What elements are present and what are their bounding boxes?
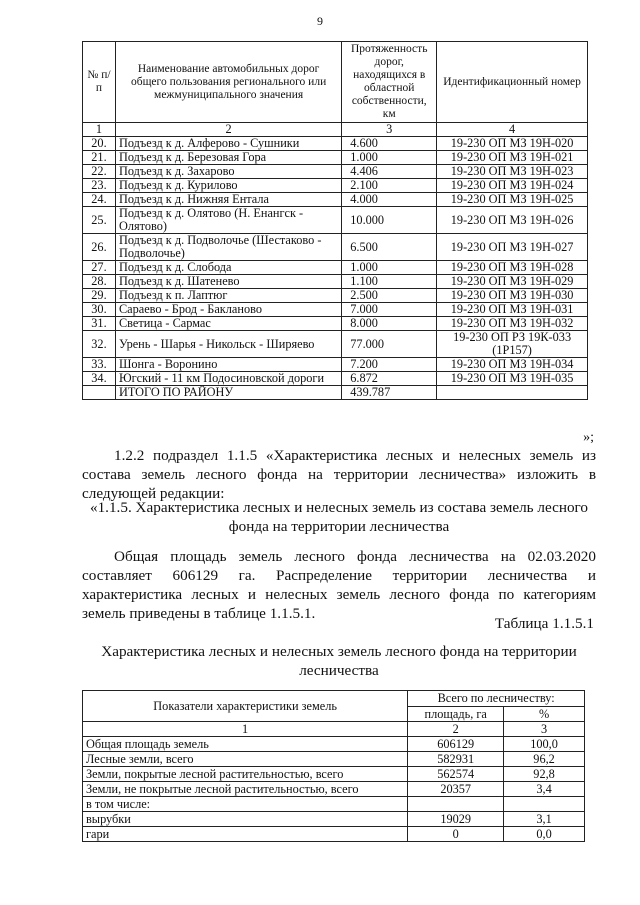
road-number: 22. (83, 165, 116, 179)
road-length: 7.200 (342, 358, 437, 372)
land-row (83, 797, 585, 812)
road-length: 4.600 (342, 137, 437, 151)
road-row (83, 165, 588, 179)
road-name: Сараево - Брод - Бакланово (115, 303, 341, 317)
road-id: 19-230 ОП МЗ 19Н-028 (437, 261, 588, 275)
road-row (83, 303, 588, 317)
col-number: 1 (83, 722, 408, 737)
section-heading: «1.1.5. Характеристика лесных и нелесных земель из состава земель лесного фонда на территории лесничества (89, 499, 589, 535)
land-label: Земли, не покрытые лесной растительностью, всего (83, 782, 408, 797)
total-label: ИТОГО ПО РАЙОНУ (115, 386, 341, 400)
road-id: 19-230 ОП МЗ 19Н-023 (437, 165, 588, 179)
land-label: в том числе: (83, 797, 408, 812)
road-name: Подъезд к д. Подволочье (Шестаково - Подволочье) (115, 234, 341, 261)
road-length: 6.872 (342, 372, 437, 386)
road-length: 7.000 (342, 303, 437, 317)
land-table (82, 690, 585, 842)
land-label: вырубки (83, 812, 408, 827)
road-row (83, 234, 588, 261)
road-row (83, 151, 588, 165)
column-number-row (83, 123, 588, 137)
header-total: Всего по лесничеству: (408, 691, 585, 707)
land-area: 606129 (408, 737, 504, 752)
col-number: 3 (504, 722, 585, 737)
road-number: 28. (83, 275, 116, 289)
road-row (83, 358, 588, 372)
road-row (83, 179, 588, 193)
header-area: площадь, га (408, 706, 504, 722)
land-row (83, 827, 585, 842)
road-number: 20. (83, 137, 116, 151)
road-number: 30. (83, 303, 116, 317)
header-pct: % (504, 706, 585, 722)
road-name: Подъезд к д. Березовая Гора (115, 151, 341, 165)
table-title: Характеристика лесных и нелесных земель лесного фонда на территории лесничества (101, 643, 577, 679)
road-name: Подъезд к д. Алферово - Сушники (115, 137, 341, 151)
road-number: 32. (83, 331, 116, 358)
roads-header-row (83, 42, 588, 123)
road-number: 23. (83, 179, 116, 193)
land-area: 19029 (408, 812, 504, 827)
column-number-row (83, 722, 585, 737)
land-area: 0 (408, 827, 504, 842)
total-row (83, 386, 588, 400)
road-id: 19-230 ОП МЗ 19Н-030 (437, 289, 588, 303)
road-name: Урень - Шарья - Никольск - Ширяево (115, 331, 341, 358)
land-label: гари (83, 827, 408, 842)
land-area: 562574 (408, 767, 504, 782)
road-row (83, 137, 588, 151)
land-row (83, 737, 585, 752)
road-row (83, 193, 588, 207)
road-number: 31. (83, 317, 116, 331)
road-id: 19-230 ОП МЗ 19Н-035 (437, 372, 588, 386)
land-label: Лесные земли, всего (83, 752, 408, 767)
road-id: 19-230 ОП МЗ 19Н-029 (437, 275, 588, 289)
road-row (83, 261, 588, 275)
total-value: 439.787 (342, 386, 437, 400)
road-id: 19-230 ОП МЗ 19Н-026 (437, 207, 588, 234)
road-number: 24. (83, 193, 116, 207)
land-row (83, 767, 585, 782)
road-name: Подъезд к д. Захарово (115, 165, 341, 179)
road-row (83, 275, 588, 289)
road-id: 19-230 ОП МЗ 19Н-027 (437, 234, 588, 261)
road-name: Подъезд к д. Шатенево (115, 275, 341, 289)
road-id: 19-230 ОП МЗ 19Н-025 (437, 193, 588, 207)
col-number: 4 (437, 123, 588, 137)
road-id: 19-230 ОП МЗ 19Н-024 (437, 179, 588, 193)
land-pct (504, 797, 585, 812)
header-indicator: Показатели характеристики земель (83, 691, 408, 722)
road-row (83, 317, 588, 331)
land-pct: 100,0 (504, 737, 585, 752)
land-row (83, 782, 585, 797)
road-id: 19-230 ОП МЗ 19Н-034 (437, 358, 588, 372)
road-length: 8.000 (342, 317, 437, 331)
road-id: 19-230 ОП МЗ 19Н-021 (437, 151, 588, 165)
road-row (83, 289, 588, 303)
road-name: Подъезд к д. Курилово (115, 179, 341, 193)
header-id: Идентификационный номер (437, 42, 588, 123)
road-length: 1.000 (342, 151, 437, 165)
road-length: 4.000 (342, 193, 437, 207)
road-name: Подъезд к п. Лаптюг (115, 289, 341, 303)
col-number: 1 (83, 123, 116, 137)
road-name: Югский - 11 км Подосиновской дороги (115, 372, 341, 386)
roads-table (82, 41, 588, 400)
road-id: 19-230 ОП МЗ 19Н-031 (437, 303, 588, 317)
land-area (408, 797, 504, 812)
col-number: 2 (115, 123, 341, 137)
road-name: Шонга - Воронино (115, 358, 341, 372)
land-label: Общая площадь земель (83, 737, 408, 752)
col-number: 2 (408, 722, 504, 737)
road-number: 25. (83, 207, 116, 234)
road-length: 77.000 (342, 331, 437, 358)
road-row (83, 372, 588, 386)
total-empty (437, 386, 588, 400)
road-id: 19-230 ОП МЗ 19Н-032 (437, 317, 588, 331)
road-number: 29. (83, 289, 116, 303)
road-number: 33. (83, 358, 116, 372)
land-pct: 0,0 (504, 827, 585, 842)
total-empty (83, 386, 116, 400)
land-pct: 3,1 (504, 812, 585, 827)
land-pct: 92,8 (504, 767, 585, 782)
col-number: 3 (342, 123, 437, 137)
land-row (83, 752, 585, 767)
header-length: Протяженность дорог, находящихся в областной собственности, км (342, 42, 437, 123)
land-header-row (83, 691, 585, 707)
land-label: Земли, покрытые лесной растительностью, всего (83, 767, 408, 782)
page-number: 9 (317, 14, 323, 28)
road-name: Подъезд к д. Слобода (115, 261, 341, 275)
land-area: 20357 (408, 782, 504, 797)
road-number: 27. (83, 261, 116, 275)
header-road-name: Наименование автомобильных дорог общего пользования регионального или межмуниципального значения (115, 42, 341, 123)
road-row (83, 331, 588, 358)
road-id: 19-230 ОП МЗ 19Н-020 (437, 137, 588, 151)
road-length: 4.406 (342, 165, 437, 179)
amendment-paragraph: 1.2.2 подраздел 1.1.5 «Характеристика лесных и нелесных земель из состава земель лесного фонда на территории лесничества» изложить в следующей редакции: (82, 447, 596, 502)
road-length: 6.500 (342, 234, 437, 261)
road-length: 10.000 (342, 207, 437, 234)
area-paragraph: Общая площадь земель лесного фонда лесничества на 02.03.2020 составляет 606129 га. Распределение территории лесничества и характеристика лесных и нелесных земель лесного фонда по категориям земель приведены в таблице 1.1.5.1. (82, 548, 596, 622)
road-number: 34. (83, 372, 116, 386)
road-number: 21. (83, 151, 116, 165)
land-pct: 96,2 (504, 752, 585, 767)
land-pct: 3,4 (504, 782, 585, 797)
road-name: Подъезд к д. Нижняя Ентала (115, 193, 341, 207)
road-name: Подъезд к д. Олятово (Н. Енангск - Олятово) (115, 207, 341, 234)
road-length: 2.500 (342, 289, 437, 303)
road-row (83, 207, 588, 234)
table-reference: Таблица 1.1.5.1 (494, 615, 594, 632)
road-length: 1.100 (342, 275, 437, 289)
closing-quote: »; (583, 430, 594, 445)
road-number: 26. (83, 234, 116, 261)
road-id: 19-230 ОП РЗ 19К-033 (1Р157) (437, 331, 588, 358)
road-length: 2.100 (342, 179, 437, 193)
road-length: 1.000 (342, 261, 437, 275)
road-name: Светица - Сармас (115, 317, 341, 331)
land-area: 582931 (408, 752, 504, 767)
land-row (83, 812, 585, 827)
header-num: № п/п (83, 42, 116, 123)
